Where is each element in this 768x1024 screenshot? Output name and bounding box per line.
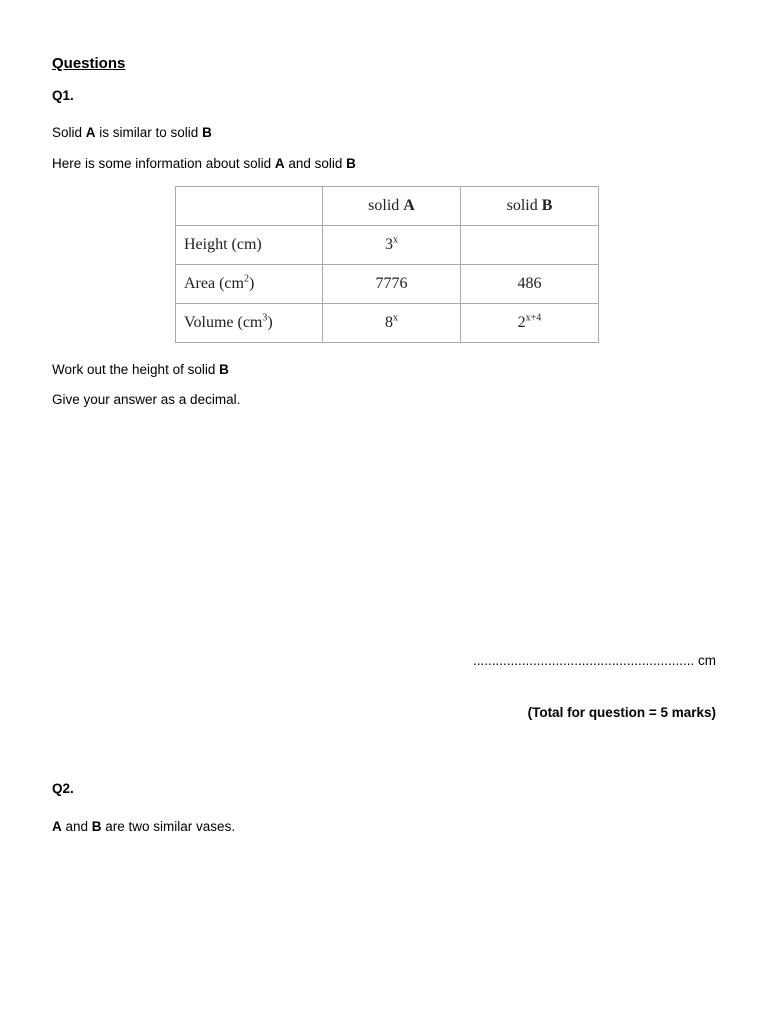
q1-answer-instruction: Give your answer as a decimal. (52, 392, 241, 407)
row-label (176, 304, 323, 343)
row-label (176, 226, 323, 265)
solid-b-label: B (346, 156, 356, 171)
value-exponent: x+4 (525, 312, 542, 324)
vase-a-label: A (52, 819, 62, 834)
answer-unit: cm (694, 653, 716, 668)
value-base: 3 (385, 236, 393, 253)
value-base: 7776 (375, 275, 408, 292)
solid-a-value (323, 265, 461, 304)
solid-a-value (323, 304, 461, 343)
text: and (61, 819, 92, 834)
header-letter: B (541, 197, 553, 214)
vase-b-label: B (91, 819, 102, 834)
solid-a-label: A (274, 156, 285, 171)
solid-b-label: B (219, 362, 229, 377)
solid-b-label: B (202, 125, 212, 140)
table-header-cell (461, 187, 599, 226)
q1-info-intro (52, 156, 356, 172)
table-header-cell (323, 187, 461, 226)
table-row-height (176, 226, 599, 265)
row-label-text: Area (cm (184, 275, 244, 292)
question-number-q1: Q1. (52, 88, 74, 103)
row-label-end: ) (267, 314, 273, 331)
value-base: 8 (385, 314, 393, 331)
value-base: 2 (517, 314, 526, 331)
table-header-cell (176, 187, 323, 226)
solid-a-value (323, 226, 461, 265)
page-heading: Questions (52, 55, 126, 72)
value-exponent: x (393, 312, 398, 324)
unit-exponent: 2 (243, 273, 249, 285)
text: Solid (52, 125, 86, 140)
solid-b-value (461, 265, 599, 304)
table-row-volume (176, 304, 599, 343)
unit-exponent: 3 (262, 312, 268, 324)
text: is similar to solid (95, 125, 203, 140)
text: and solid (284, 156, 347, 171)
text: Work out the height of solid (52, 362, 220, 377)
row-label-text: Volume (cm (184, 314, 263, 331)
row-label (176, 265, 323, 304)
header-text: solid (368, 197, 404, 214)
q1-task (52, 362, 229, 378)
answer-dots: ........................................................... (472, 653, 695, 668)
value-base: 486 (517, 275, 542, 292)
row-label-text: Height (cm) (184, 236, 262, 253)
solid-b-value (461, 304, 599, 343)
solids-info-table (175, 186, 599, 343)
solid-b-value (461, 226, 599, 265)
q1-total-marks: (Total for question = 5 marks) (527, 705, 716, 720)
q2-statement (52, 819, 235, 835)
value-exponent: x (393, 234, 398, 246)
text: are two similar vases. (101, 819, 236, 834)
text: Here is some information about solid (52, 156, 275, 171)
solid-a-label: A (85, 125, 96, 140)
table-row-area (176, 265, 599, 304)
row-label-end: ) (248, 275, 255, 292)
answer-line[interactable] (473, 653, 716, 669)
header-letter: A (403, 197, 415, 214)
table-header-row (176, 187, 599, 226)
question-number-q2: Q2. (52, 781, 74, 796)
header-text: solid (506, 197, 542, 214)
q1-statement (52, 125, 212, 141)
